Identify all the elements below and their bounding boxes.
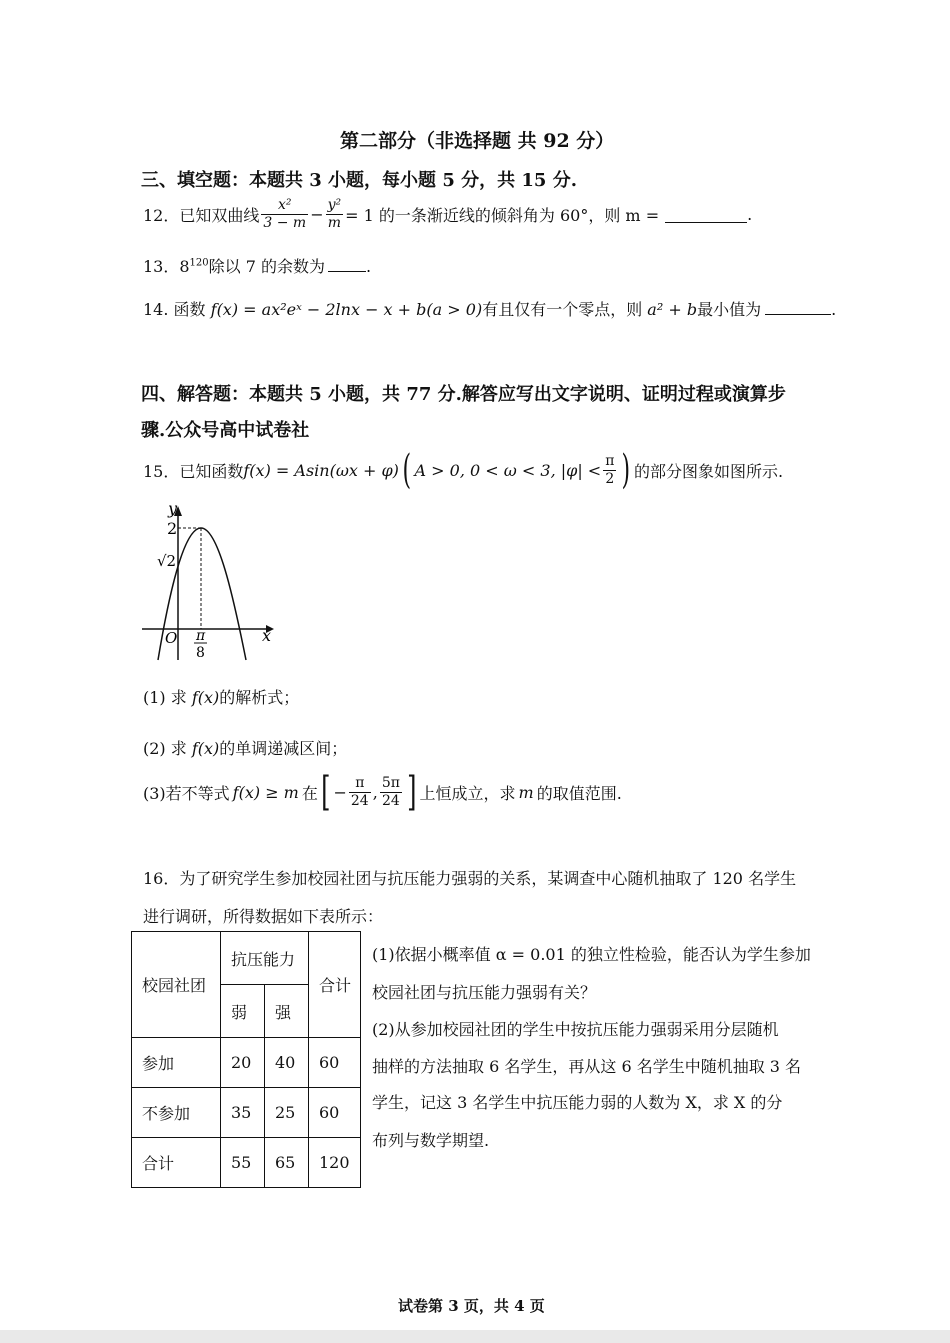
x-tick-numerator: π	[196, 628, 206, 644]
table-row: 合计 55 65 120	[132, 1138, 361, 1188]
x-tick-denominator: 8	[196, 645, 205, 661]
q15-pi-over-2: $\frac{\pi}{2}$	[605, 452, 615, 487]
q16-part2-line2: 抽样的方法抽取 6 名学生，再从这 6 名学生中随机抽取 3 名	[372, 1057, 802, 1076]
q16-part1-line2: 校园社团与抗压能力强弱有关？	[372, 983, 597, 1002]
origin-label: O	[165, 629, 178, 647]
scan-edge	[0, 1330, 950, 1343]
x-axis-label: x	[262, 626, 272, 645]
header-club: 校园社团	[132, 932, 221, 1038]
question-14: 14. 函数 f(x) = ax²eˣ − 2lnx − x + b(a > 0)有且仅有一个零点，则 a² + b最小值为 .	[143, 300, 837, 319]
q15-part-1: (1) 求 f(x)的解析式；	[143, 688, 300, 707]
section3-heading: 三、填空题：本题共 3 小题，每小题 5 分，共 15 分.	[141, 170, 577, 191]
part-title: 第二部分（非选择题 共 92 分）	[340, 130, 615, 152]
q16-part1-line1: (1)依据小概率值 α = 0.01 的独立性检验，能否认为学生参加	[372, 945, 811, 964]
q16-part2-line3: 学生，记这 3 名学生中抗压能力弱的人数为 X，求 X 的分	[372, 1093, 783, 1112]
max-value-label: 2	[167, 519, 178, 538]
header-total: 合计	[309, 932, 361, 1038]
q16-intro-line2: 进行调研，所得数据如下表所示：	[143, 907, 384, 926]
page-footer: 试卷第 3 页，共 4 页	[398, 1297, 545, 1315]
q14-answer-blank[interactable]	[765, 298, 831, 315]
table-row: 不参加 35 25 60	[132, 1088, 361, 1138]
interval-left-fraction: $\frac{\pi}{24}$	[350, 774, 369, 809]
table-row: 参加 20 40 60	[132, 1038, 361, 1088]
header-ability: 抗压能力	[221, 932, 309, 985]
header-strong: 强	[265, 985, 309, 1038]
header-weak: 弱	[221, 985, 265, 1038]
q15-part-3: (3)若不等式 f(x) ≥ m 在 [ − $\frac{\pi}{24}$ , $\frac{5\pi}{24}$ ] 上恒成立，求 m 的取值范围.	[143, 769, 622, 815]
q12-fraction-2: $\frac{\text{y²}}{m}$	[327, 197, 342, 231]
q16-part2-line1: (2)从参加校园社团的学生中按抗压能力强弱采用分层随机	[372, 1020, 779, 1039]
q15-function-expression: f(x) = Asin(ωx + φ)	[243, 460, 399, 480]
section4-heading-line1: 四、解答题：本题共 5 小题，共 77 分.解答应写出文字说明、证明过程或演算步	[141, 384, 786, 405]
q12-answer-blank[interactable]	[665, 206, 747, 223]
interval-right-fraction: $\frac{5\pi}{24}$	[381, 774, 400, 809]
q16-intro-line1: 16．为了研究学生参加校园社团与抗压能力强弱的关系，某调查中心随机抽取了 120 名学生	[143, 869, 797, 888]
q15-part-2: (2) 求 f(x)的单调递减区间；	[143, 739, 348, 758]
q12-lead: 12．已知双曲线	[143, 206, 260, 225]
q14-function-expression: f(x) = ax²eˣ − 2lnx − x + b(a > 0)	[210, 300, 483, 319]
q13-answer-blank[interactable]	[328, 255, 366, 272]
contingency-table	[131, 931, 361, 1188]
section4-heading-line2: 骤.公众号高中试卷社	[141, 420, 310, 441]
question-13: 13．$8^{120}$除以 7 的余数为 .	[143, 257, 372, 276]
y-axis-label: y	[168, 500, 178, 518]
question-12: 12．已知双曲线 $\frac{\text{x²}}{3 - m}$ − $\frac{\text{y²}}{m}$ = 1 的一条渐近线的倾斜角为 60°，则 m = .	[143, 197, 753, 231]
question-15-lead: 15．已知函数 f(x) = Asin(ωx + φ) ( A > 0, 0 < ω < 3, |φ| < $\frac{\pi}{2}$ ) 的部分图象如图所示.	[143, 447, 784, 493]
q15-conditions: A > 0, 0 < ω < 3, |φ| <	[414, 460, 602, 480]
sine-graph	[138, 500, 288, 665]
q16-part2-line4: 布列与数学期望.	[372, 1131, 490, 1150]
q12-fraction-1: $\frac{\text{x²}}{3 - m}$	[263, 197, 307, 231]
q12-tail: = 1 的一条渐近线的倾斜角为 60°，则 m =	[345, 206, 660, 225]
y-intercept-label: √2	[157, 552, 177, 570]
